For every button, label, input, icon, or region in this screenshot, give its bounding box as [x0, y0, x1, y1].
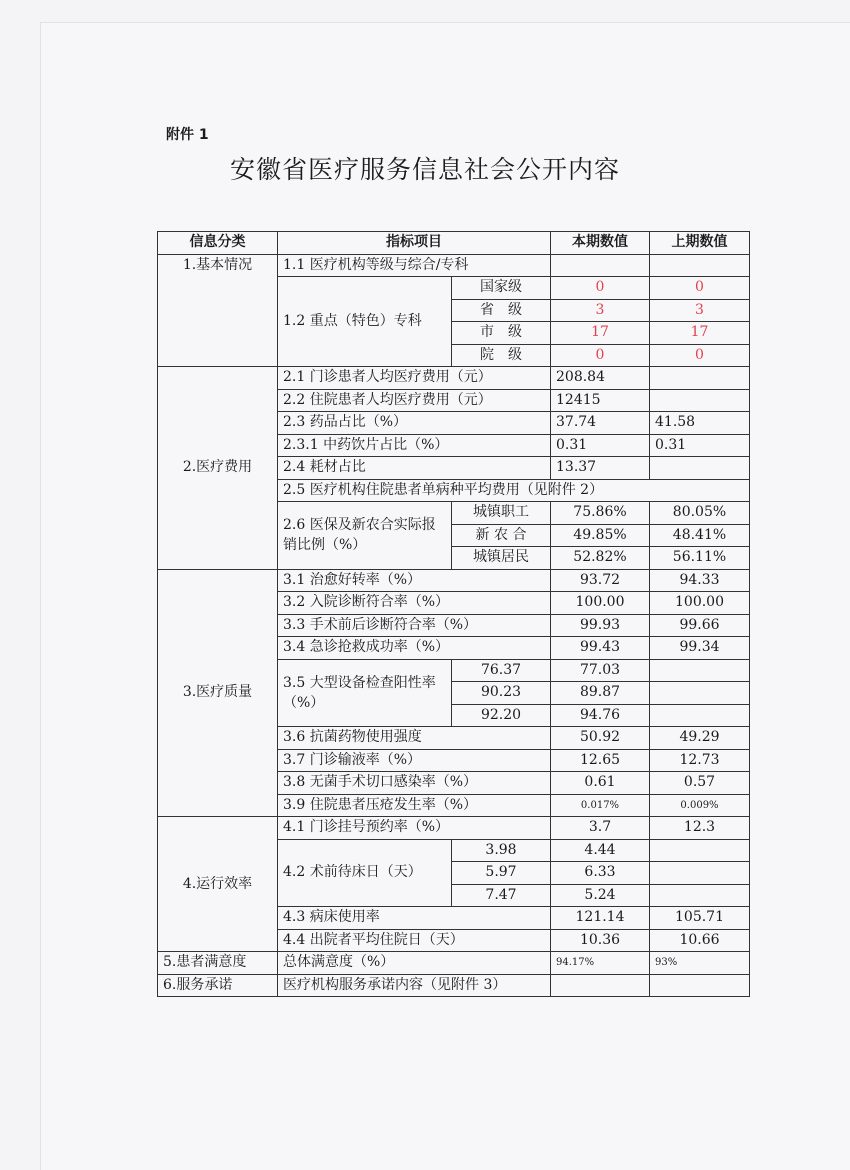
previous-value: 12.3: [650, 817, 750, 840]
previous-value: [650, 254, 750, 277]
sub-label: 国家级: [452, 277, 551, 300]
sub-value: 76.37: [452, 659, 551, 682]
item-5: 总体满意度（%）: [278, 952, 551, 975]
previous-value: 12.73: [650, 749, 750, 772]
previous-value: 94.33: [650, 569, 750, 592]
current-value: 99.43: [551, 637, 650, 660]
current-value: 89.87: [551, 682, 650, 705]
item-3-8: 3.8 无菌手术切口感染率（%）: [278, 772, 551, 795]
current-value: 10.36: [551, 929, 650, 952]
previous-value: 56.11%: [650, 547, 750, 570]
item-2-4: 2.4 耗材占比: [278, 457, 551, 480]
current-value: 49.85%: [551, 524, 650, 547]
attachment-label: 附件 1: [166, 127, 209, 143]
previous-value: 0.31: [650, 434, 750, 457]
header-item: 指标项目: [278, 232, 551, 255]
item-2-3-1: 2.3.1 中药饮片占比（%）: [278, 434, 551, 457]
item-3-2: 3.2 入院诊断符合率（%）: [278, 592, 551, 615]
current-value: 37.74: [551, 412, 650, 435]
header-row: [158, 232, 750, 255]
previous-value: [650, 457, 750, 480]
table-row: [158, 254, 750, 277]
current-value: 12415: [551, 389, 650, 412]
item-3-7: 3.7 门诊输液率（%）: [278, 749, 551, 772]
item-4-1: 4.1 门诊挂号预约率（%）: [278, 817, 551, 840]
item-3-6: 3.6 抗菌药物使用强度: [278, 727, 551, 750]
header-current: 本期数值: [551, 232, 650, 255]
current-value: 77.03: [551, 659, 650, 682]
sub-value: 7.47: [452, 884, 551, 907]
previous-value: 41.58: [650, 412, 750, 435]
sub-label: 城镇职工: [452, 502, 551, 525]
previous-value: 48.41%: [650, 524, 750, 547]
sub-label: 省 级: [452, 299, 551, 322]
page-title: 安徽省医疗服务信息社会公开内容: [229, 155, 620, 184]
previous-value: 0.009%: [650, 794, 750, 817]
sub-value: 90.23: [452, 682, 551, 705]
item-3-9: 3.9 住院患者压疮发生率（%）: [278, 794, 551, 817]
current-value: [551, 974, 650, 997]
current-value: 121.14: [551, 907, 650, 930]
info-table: [157, 231, 750, 997]
header-previous: 上期数值: [650, 232, 750, 255]
category-cost: 2.医疗费用: [158, 367, 278, 570]
item-1-1: 1.1 医疗机构等级与综合/专科: [278, 254, 551, 277]
table-row: [158, 974, 750, 997]
current-value: 3: [551, 299, 650, 322]
sub-label: 新 农 合: [452, 524, 551, 547]
previous-value: 49.29: [650, 727, 750, 750]
current-value: 17: [551, 322, 650, 345]
table-row: [158, 367, 750, 390]
previous-value: 100.00: [650, 592, 750, 615]
previous-value: 0: [650, 277, 750, 300]
previous-value: [650, 884, 750, 907]
category-service: 6.服务承诺: [158, 974, 278, 997]
category-quality: 3.医疗质量: [158, 569, 278, 817]
previous-value: [650, 974, 750, 997]
sub-label: 城镇居民: [452, 547, 551, 570]
current-value: 94.76: [551, 704, 650, 727]
previous-value: 99.66: [650, 614, 750, 637]
previous-value: 93%: [650, 952, 750, 975]
sub-value: 3.98: [452, 839, 551, 862]
previous-value: [650, 839, 750, 862]
header-category: 信息分类: [158, 232, 278, 255]
previous-value: 105.71: [650, 907, 750, 930]
previous-value: [650, 367, 750, 390]
current-value: 6.33: [551, 862, 650, 885]
item-3-3: 3.3 手术前后诊断符合率（%）: [278, 614, 551, 637]
current-value: 0: [551, 344, 650, 367]
item-3-5: 3.5 大型设备检查阳性率（%）: [278, 659, 452, 727]
sub-value: 92.20: [452, 704, 551, 727]
current-value: 0.31: [551, 434, 650, 457]
current-value: 12.65: [551, 749, 650, 772]
previous-value: [650, 704, 750, 727]
item-2-3: 2.3 药品占比（%）: [278, 412, 551, 435]
current-value: 3.7: [551, 817, 650, 840]
item-3-1: 3.1 治愈好转率（%）: [278, 569, 551, 592]
item-2-1: 2.1 门诊患者人均医疗费用（元）: [278, 367, 551, 390]
current-value: 208.84: [551, 367, 650, 390]
category-satisfaction: 5.患者满意度: [158, 952, 278, 975]
previous-value: 99.34: [650, 637, 750, 660]
current-value: 100.00: [551, 592, 650, 615]
previous-value: 3: [650, 299, 750, 322]
previous-value: [650, 682, 750, 705]
previous-value: [650, 862, 750, 885]
item-2-2: 2.2 住院患者人均医疗费用（元）: [278, 389, 551, 412]
table-row: [158, 952, 750, 975]
previous-value: 17: [650, 322, 750, 345]
current-value: 94.17%: [551, 952, 650, 975]
current-value: 0.017%: [551, 794, 650, 817]
sub-label: 市 级: [452, 322, 551, 345]
previous-value: 10.66: [650, 929, 750, 952]
current-value: 0: [551, 277, 650, 300]
item-1-2: 1.2 重点（特色）专科: [278, 277, 452, 367]
sub-value: 5.97: [452, 862, 551, 885]
previous-value: 0.57: [650, 772, 750, 795]
category-efficiency: 4.运行效率: [158, 817, 278, 952]
item-2-5: 2.5 医疗机构住院患者单病种平均费用（见附件 2）: [278, 479, 750, 502]
current-value: 5.24: [551, 884, 650, 907]
current-value: 93.72: [551, 569, 650, 592]
previous-value: [650, 659, 750, 682]
item-3-4: 3.4 急诊抢救成功率（%）: [278, 637, 551, 660]
item-4-4: 4.4 出院者平均住院日（天）: [278, 929, 551, 952]
previous-value: 0: [650, 344, 750, 367]
current-value: 13.37: [551, 457, 650, 480]
current-value: 99.93: [551, 614, 650, 637]
current-value: 50.92: [551, 727, 650, 750]
table-row: [158, 569, 750, 592]
sub-label: 院 级: [452, 344, 551, 367]
category-basic: 1.基本情况: [158, 254, 278, 367]
current-value: 4.44: [551, 839, 650, 862]
previous-value: 80.05%: [650, 502, 750, 525]
item-6: 医疗机构服务承诺内容（见附件 3）: [278, 974, 551, 997]
current-value: 52.82%: [551, 547, 650, 570]
previous-value: [650, 389, 750, 412]
current-value: 0.61: [551, 772, 650, 795]
item-4-3: 4.3 病床使用率: [278, 907, 551, 930]
current-value: [551, 254, 650, 277]
item-4-2: 4.2 术前待床日（天）: [278, 839, 452, 907]
current-value: 75.86%: [551, 502, 650, 525]
table-row: [158, 817, 750, 840]
item-2-6: 2.6 医保及新农合实际报销比例（%）: [278, 502, 452, 570]
